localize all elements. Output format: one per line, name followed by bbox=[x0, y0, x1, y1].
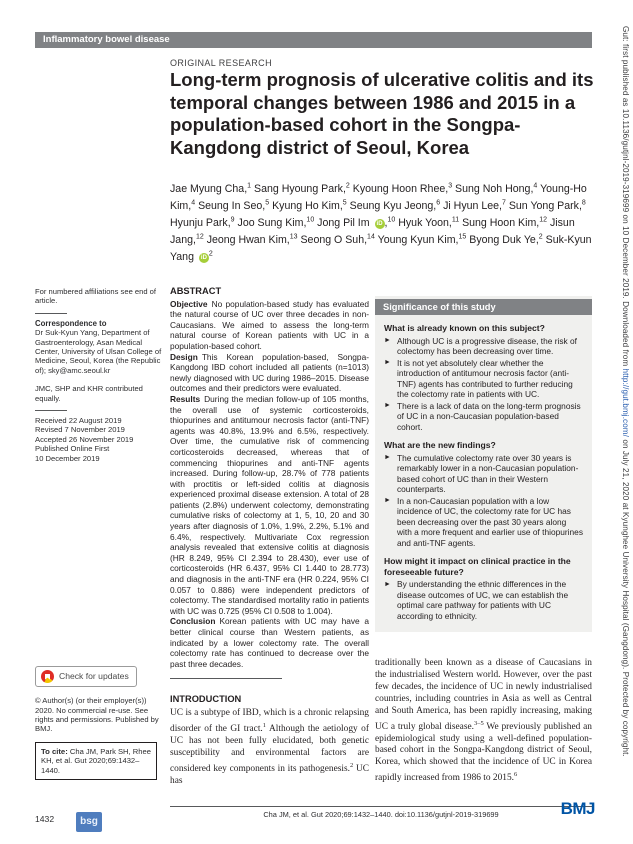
author-affiliation-number: 14 bbox=[367, 233, 375, 241]
article-history bbox=[35, 416, 163, 463]
author-affiliation-number: 15 bbox=[458, 233, 467, 241]
author-name: Hyuk Yoon,$^{11}$ bbox=[398, 216, 460, 229]
author-affiliation-number: 4 bbox=[191, 199, 196, 207]
author-affiliation-number: 4 bbox=[533, 182, 538, 189]
significance-bullet: ► By understanding the ethnic differences in the disease outcomes of UC, we can establish the optimal care pathway for patients with UC according to ethnicity. bbox=[384, 579, 583, 621]
correspondence-label: Correspondence to bbox=[35, 318, 107, 328]
author-affiliation-number: 13 bbox=[289, 233, 298, 241]
footer-citation: Cha JM, et al. Gut 2020;69:1432–1440. doi:10.1136/gutjnl-2019-319699 bbox=[263, 810, 499, 819]
significance-bullet: ► There is a lack of data on the long-term prognosis of UC in a non-Caucasian population-based cohort. bbox=[384, 401, 583, 433]
left-margin-column bbox=[35, 287, 163, 780]
author-affiliation-number: 5 bbox=[342, 199, 347, 207]
author-name: Jeong Hwan Kim,$^{13}$ bbox=[206, 233, 298, 246]
reference-superscript: 6 bbox=[514, 771, 518, 779]
body-continuation-paragraph: traditionally been known as a disease of Caucasians in the industrialised Western world. However, over the past few decades, the incidence of UC in newly industrialised countries, including countries in Asia as well as Central and South America, has been rapidly increasing, making UC a truly global disease.$^{3-5}$ We previously published an epidemiological study using a well-defined population-based cohort in the Songpa-Kangdong district of Seoul, Korea, which showed that the incidence of UC in Korea rapidly increased from 1986 to 2015.$^6$ bbox=[375, 658, 592, 784]
significance-bullet: ► In a non-Caucasian population with a low incidence of UC, the colectomy rate for UC has been decreasing over the past 30 years along with a more frequent and earlier use of thiopurines and anti-TNF agents. bbox=[384, 496, 583, 549]
author-name: Suk-Kyun Yang $iD^2$ bbox=[170, 233, 592, 264]
citation-box bbox=[35, 742, 157, 780]
author-name: Seung In Seo,$^5$ bbox=[198, 199, 270, 212]
author-name: Kyoung Hoon Rhee,$^3$ bbox=[352, 182, 453, 195]
check-for-updates-label: Check for updates bbox=[59, 670, 129, 681]
abstract-section-label: Results bbox=[170, 393, 201, 404]
author-name: Byong Duk Ye,$^2$ bbox=[469, 233, 543, 246]
page-number: 1432 bbox=[35, 814, 55, 824]
bmj-logo: BMJ bbox=[560, 799, 595, 818]
author-name: Seung Kyu Jeong,$^6$ bbox=[349, 199, 441, 212]
author-name: Ji Hyun Lee,$^7$ bbox=[443, 199, 506, 212]
significance-box-body bbox=[375, 315, 592, 621]
footer-divider bbox=[170, 806, 592, 807]
right-column bbox=[375, 296, 592, 785]
vertical-text-pre: Gut: first published as 10.1136/gutjnl-2019-319699 on 10 December 2019. Downloaded from bbox=[621, 26, 630, 369]
reference-superscript: 2 bbox=[350, 761, 354, 769]
sidebar-vertical-text bbox=[620, 26, 631, 832]
abstract-section: Design This Korean population-based, Songpa-Kangdong IBD cohort included all patients (n=1013) newly diagnosed with UC during 1986–2015. Disease outcomes and their predictors were evaluated. bbox=[170, 351, 369, 394]
history-date: Published Online First bbox=[35, 444, 110, 454]
copyright-note: © Author(s) (or their employer(s)) 2020. No commercial re-use. See rights and permissions. Published by BMJ. bbox=[35, 696, 159, 734]
affiliations-note: For numbered affiliations see end of article. bbox=[35, 287, 157, 306]
author-affiliation-number: 12 bbox=[539, 216, 548, 224]
history-date: Received 22 August 2019 bbox=[35, 416, 122, 426]
author-affiliation-number: 11 bbox=[451, 216, 460, 224]
history-date: Revised 7 November 2019 bbox=[35, 425, 125, 435]
abstract-section-label: Design bbox=[170, 351, 198, 362]
divider bbox=[35, 410, 67, 411]
significance-bullet-list bbox=[384, 336, 583, 433]
significance-subheading: What are the new findings? bbox=[384, 440, 496, 450]
to-cite-text: Cha JM, Park SH, Rhee KH, et al. Gut 2020;69:1432–1440. bbox=[41, 746, 151, 775]
abstract-column bbox=[170, 286, 369, 788]
significance-subheading: What is already known on this subject? bbox=[384, 323, 545, 333]
author-affiliation-number: 6 bbox=[436, 199, 441, 207]
author-affiliation-number: 12 bbox=[195, 233, 204, 241]
abstract-section: Objective No population-based study has evaluated the natural course of UC over three decades in non-Caucasians. We aimed to assess the long-term natural course of Korean patients with UC in a population-based cohort. bbox=[170, 298, 369, 351]
orcid-icon[interactable]: iD bbox=[200, 255, 207, 262]
author-name: Sun Yong Park,$^8$ bbox=[508, 199, 586, 212]
correspondence-body: Dr Suk-Kyun Yang, Department of Gastroenterology, Asan Medical Center, University of Ulsan College of Medicine, Seoul, Korea (the Republic of); sky@amc.seoul.kr bbox=[35, 328, 162, 375]
section-banner: Inflammatory bowel disease bbox=[35, 32, 592, 48]
author-affiliation-number: 3 bbox=[448, 182, 453, 189]
author-name: Jong Pil Im iD ,$^{10}$ bbox=[317, 216, 396, 229]
reference-superscript: 1 bbox=[262, 721, 267, 729]
orcid-icon[interactable]: iD bbox=[376, 220, 383, 227]
author-name: Jisun Jang,$^{12}$ bbox=[170, 216, 575, 246]
significance-bullet: ► Although UC is a progressive disease, the risk of colectomy has been decreasing over time. bbox=[384, 336, 583, 357]
introduction-heading: INTRODUCTION bbox=[170, 694, 242, 705]
author-affiliation-number: 10 bbox=[387, 216, 396, 224]
abstract-section: Conclusion Korean patients with UC may have a better clinical course than Western patients, as indicated by a lower colectomy rate. The overall colectomy rate has continued to decrease over the past three decades. bbox=[170, 616, 369, 669]
vertical-text-post: on July 21, 2020 at Kyunghee University Hospital (Gangdong). Protected by copyright. bbox=[621, 437, 630, 757]
history-date: Accepted 26 November 2019 bbox=[35, 434, 134, 444]
introduction-paragraph: UC is a subtype of IBD, which is a chronic relapsing disorder of the GI tract.$^1$ Although the aetiology of UC has not been fully elucidated, both genetic susceptibility and environmental factors are considered key components in its pathogenesis.$^2$ UC has bbox=[170, 707, 369, 786]
significance-box bbox=[375, 296, 592, 632]
author-affiliation-number: 1 bbox=[247, 182, 252, 189]
author-name: Kyung Ho Kim,$^5$ bbox=[272, 199, 347, 212]
divider bbox=[170, 678, 282, 679]
author-affiliation-number: 8 bbox=[581, 199, 586, 207]
abstract-section: Results During the median follow-up of 105 months, the overall use of systemic corticosteroids, thiopurines and antitumour necrosis factor (anti-TNF) agents was 40.8%, 13.9% and 6.5%, respectively. Over time, the cumulative risk of commencing corticosteroids decreased, whereas that of commencing thiopurines and anti-TNF agents increased. During follow-up, 28.7% of 778 patients with proctitis or left-sided colitis at diagnosis experienced proximal disease extension. A total of 28 patients (2.8%) underwent colectomy, demonstrating cumulative risks of colectomy at 1, 5, 10, 20 and 30 years after diagnosis of 1.0%, 1.9%, 2.2%, 5.1% and 6.4%, respectively. Multivariate Cox regression analysis revealed that extensive colitis at diagnosis (HR 8.249, 95% CI 2.394 to 28.430), ever use of corticosteroids (HR 6.437, 95% CI 1.440 to 28.773) and diagnosis in the anti-TNF era (HR 0.224, 95% CI 0.057 to 0.886) were independent predictors of colectomy. The standardised mortality ratio in patients with UC was 0.725 (95% CI 0.508 to 1.004). bbox=[170, 393, 369, 616]
author-name: Young-Ho Kim,$^4$ bbox=[170, 182, 587, 212]
author-affiliation-number: 10 bbox=[306, 216, 315, 224]
to-cite-label: To cite: bbox=[41, 746, 68, 756]
author-affiliation-number: 7 bbox=[501, 199, 506, 207]
author-list bbox=[170, 179, 608, 265]
significance-bullet-list bbox=[384, 579, 583, 621]
abstract-section-label: Conclusion bbox=[170, 616, 216, 627]
author-affiliation-number: 5 bbox=[265, 199, 270, 207]
check-for-updates-button[interactable] bbox=[35, 666, 137, 687]
contributed-note: JMC, SHP and KHR contributed equally. bbox=[35, 384, 143, 403]
crossmark-icon bbox=[41, 670, 54, 683]
abstract-body bbox=[170, 299, 369, 670]
author-name: Jae Myung Cha,$^1$ bbox=[170, 182, 252, 195]
author-name: Joo Sung Kim,$^{10}$ bbox=[237, 216, 315, 229]
author-name: Seong O Suh,$^{14}$ bbox=[300, 233, 375, 246]
reference-superscript: 3–5 bbox=[474, 719, 484, 727]
significance-bullet-list bbox=[384, 453, 583, 549]
page-title: Long-term prognosis of ulcerative colitis and its temporal changes between 1986 and 2015 in a population-based cohort in the Songpa-Kangdong district of Seoul, Korea bbox=[170, 69, 594, 158]
author-affiliation-number: 9 bbox=[230, 216, 235, 224]
author-affiliation-number: 2 bbox=[345, 182, 350, 189]
abstract-heading: ABSTRACT bbox=[170, 286, 222, 296]
history-date: 10 December 2019 bbox=[35, 453, 100, 463]
significance-subheading: How might it impact on clinical practice in the foreseeable future? bbox=[384, 556, 571, 577]
author-affiliation-number: 2 bbox=[538, 233, 543, 241]
author-name: Sung Noh Hong,$^4$ bbox=[455, 182, 538, 195]
divider bbox=[35, 313, 67, 314]
significance-bullet: ► The cumulative colectomy rate over 30 years is remarkably lower in a non-Caucasian population-based cohort of UC than in their Western counterparts. bbox=[384, 453, 583, 495]
author-name: Hyunju Park,$^9$ bbox=[170, 216, 235, 229]
abstract-section-label: Objective bbox=[170, 298, 208, 309]
bsg-logo: bsg bbox=[76, 812, 102, 832]
significance-box-title: Significance of this study bbox=[375, 299, 592, 315]
author-affiliation-number: 2 bbox=[208, 250, 213, 258]
author-name: Young Kyun Kim,$^{15}$ bbox=[377, 233, 467, 246]
gut-url-link[interactable]: http://gut.bmj.com/ bbox=[621, 368, 630, 437]
significance-bullet: ► It is not yet absolutely clear whether the introduction of antitumour necrosis factor (anti-TNF) agents has contributed to further reducing the colectomy rate in patients with UC. bbox=[384, 358, 583, 400]
author-name: Sung Hoon Kim,$^{12}$ bbox=[462, 216, 548, 229]
author-name: Sang Hyoung Park,$^2$ bbox=[254, 182, 350, 195]
article-type-label: ORIGINAL RESEARCH bbox=[170, 58, 272, 68]
